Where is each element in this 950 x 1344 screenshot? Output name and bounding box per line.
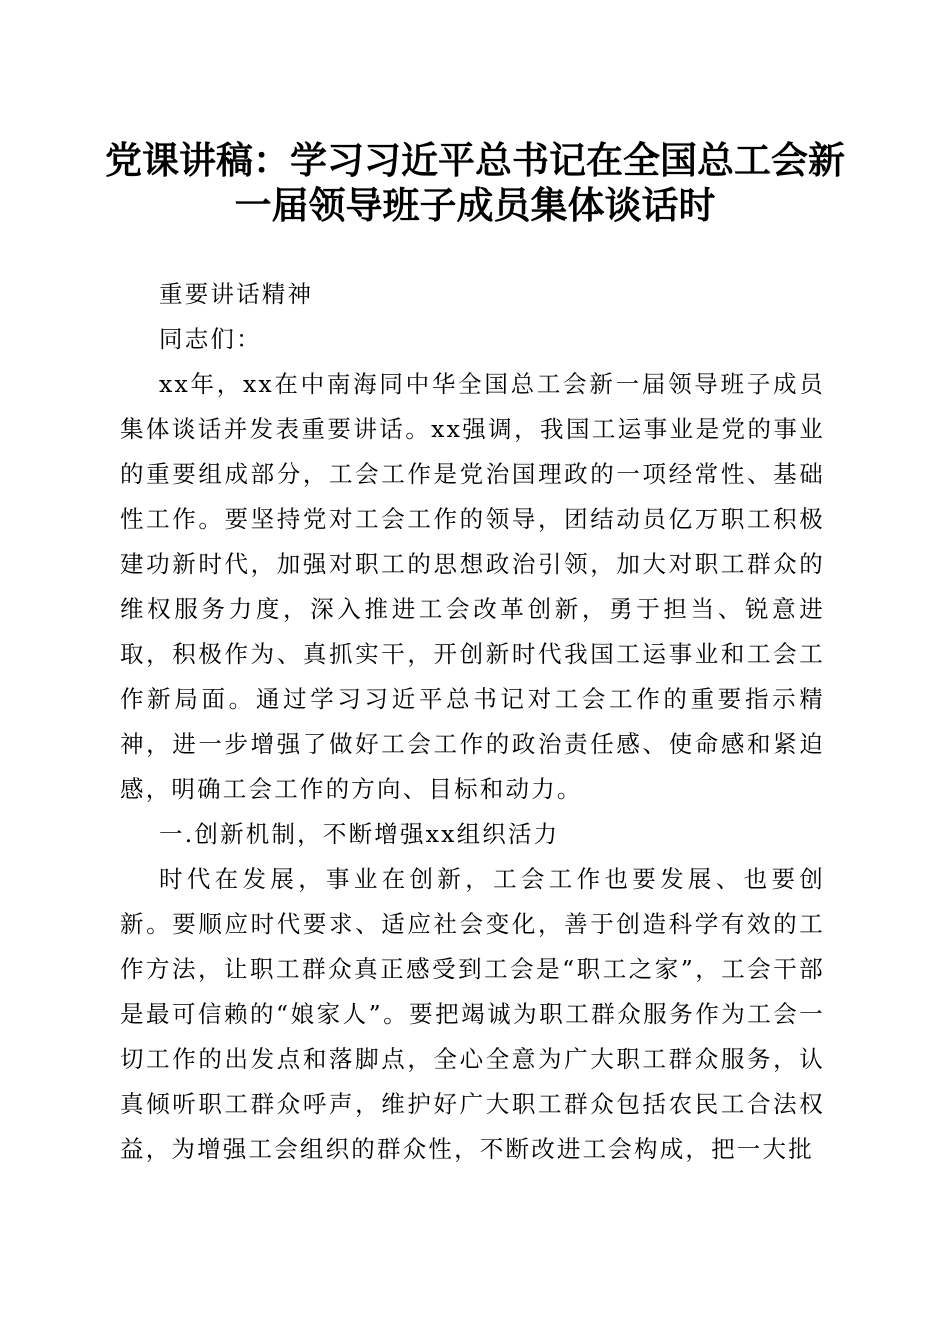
document-body bbox=[120, 272, 825, 1172]
section-paragraph: 时代在发展，事业在创新，工会工作也要发展、也要创新。要顺应时代要求、适应社会变化，善于创造科学有效的工作方法，让职工群众真正感受到工会是“职工之家”，工会干部是最可信赖的“娘家人”。要把竭诚为职工群众服务作为工会一切工作的出发点和落脚点，全心全意为广大职工群众服务，认真倾听职工群众呼声，维护好广大职工群众包括农民工合法权益，为增强工会组织的群众性，不断改进工会构成，把一大批 bbox=[120, 865, 825, 1163]
document-title-line-1: 党课讲稿：学习习近平总书记在全国总工会新 bbox=[105, 138, 845, 182]
subtitle-paragraph: 重要讲话精神 bbox=[159, 280, 314, 308]
intro-paragraph: xx年，xx在中南海同中华全国总工会新一届领导班子成员集体谈话并发表重要讲话。xx强调，我国工运事业是党的事业的重要组成部分，工会工作是党治国理政的一项经常性、基础性工作。要坚持党对工会工作的领导，团结动员亿万职工积极建功新时代，加强对职工的思想政治引领，加大对职工群众的维权服务力度，深入推进工会改革创新，勇于担当、锐意进取，积极作为、真抓实干，开创新时代我国工运事业和工会工作新局面。通过学习习近平总书记对工会工作的重要指示精神，进一步增强了做好工会工作的政治责任感、使命感和紧迫感，明确工会工作的方向、目标和动力。 bbox=[120, 370, 825, 803]
section-heading: 一.创新机制，不断增强xx组织活力 bbox=[159, 820, 560, 848]
document-title-line-2: 一届领导班子成员集体谈话时 bbox=[234, 183, 716, 227]
salutation-paragraph: 同志们： bbox=[159, 325, 262, 353]
